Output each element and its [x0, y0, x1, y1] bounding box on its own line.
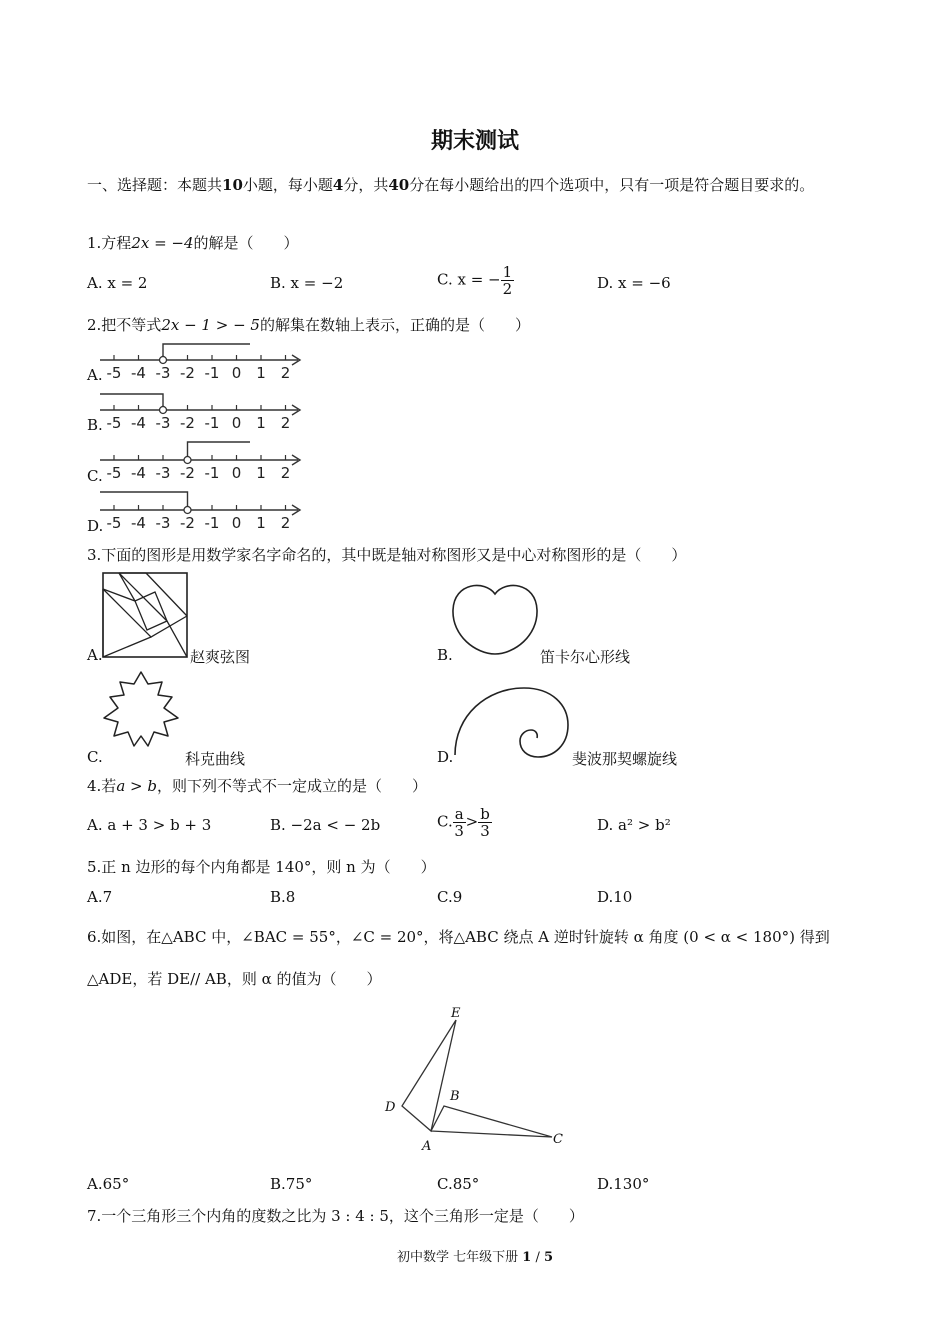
q3-caption-b: 笛卡尔心形线 [540, 648, 631, 666]
q1-option-d[interactable]: D. x = −6 [597, 274, 671, 292]
tick-label: 2 [280, 414, 291, 432]
tick-label: -1 [204, 364, 220, 382]
section-heading: 一、选择题：本题共10小题，每小题4分，共40分在每小题给出的四个选项中，只有一项是符合题目要求的。 [87, 176, 815, 194]
question-1-stem: 1.方程2x = −4的解是（ ） [87, 234, 299, 252]
question-2-stem: 2.把不等式2x − 1 > − 5的解集在数轴上表示，正确的是（ ） [87, 316, 530, 334]
q3-label-c[interactable]: C. [87, 748, 103, 766]
tick-label: 2 [280, 464, 291, 482]
q1-option-c[interactable]: C. x = − $\frac{1}{2}$ [437, 263, 513, 298]
q4-option-c[interactable]: C. $\frac{a}{3}$ > $\frac{b}{3}$ [437, 805, 490, 840]
triangle-rotation-figure [380, 1000, 570, 1160]
q3-caption-c: 科克曲线 [185, 750, 246, 768]
q6-option-b[interactable]: B.75° [270, 1175, 313, 1193]
q4-option-a[interactable]: A. a + 3 > b + 3 [87, 816, 212, 834]
zhao-shuang-diagram [102, 572, 188, 658]
q3-label-d[interactable]: D. [437, 748, 454, 766]
point-a-label: A [422, 1139, 432, 1154]
tick-label: 0 [231, 414, 242, 432]
tick-label: -1 [204, 414, 220, 432]
question-6-stem-line1: 6.如图，在△ABC 中，∠BAC = 55°，∠C = 20°，将△ABC 绕点 A 逆时针旋转 α 角度 (0 < α < 180°) 得到 [87, 928, 830, 946]
q5-option-a[interactable]: A.7 [87, 888, 113, 906]
tick-label: -5 [106, 514, 122, 532]
tick-label: -5 [106, 464, 122, 482]
q3-label-a[interactable]: A. [87, 646, 103, 664]
tick-label: -2 [180, 514, 195, 532]
q4-option-b[interactable]: B. −2a < − 2b [270, 816, 381, 834]
tick-label: 1 [256, 514, 266, 532]
q3-label-b[interactable]: B. [437, 646, 453, 664]
number-line-c [100, 440, 310, 485]
tick-label: -3 [155, 464, 171, 482]
tick-label: 1 [256, 464, 266, 482]
q2-label-c[interactable]: C. [87, 467, 103, 485]
tick-label: -4 [131, 514, 146, 532]
q5-option-d[interactable]: D.10 [597, 888, 633, 906]
page-footer: 初中数学 七年级下册 1 / 5 [396, 1250, 554, 1265]
tick-label: -2 [180, 414, 195, 432]
q2-label-b[interactable]: B. [87, 416, 103, 434]
q5-option-c[interactable]: C.9 [437, 888, 463, 906]
tick-label: 0 [231, 464, 242, 482]
point-c-label: C [553, 1132, 563, 1147]
tick-label: -1 [204, 514, 220, 532]
tick-label: -3 [155, 414, 171, 432]
tick-label: -4 [131, 414, 146, 432]
number-line-d [100, 490, 310, 535]
q6-option-d[interactable]: D.130° [597, 1175, 650, 1193]
q4-option-d[interactable]: D. a² > b² [597, 816, 671, 834]
point-e-label: E [451, 1006, 461, 1021]
q2-label-a[interactable]: A. [87, 366, 103, 384]
q1-option-b[interactable]: B. x = −2 [270, 274, 344, 292]
tick-label: -4 [131, 464, 146, 482]
question-6-stem-line2: △ADE，若 DE// AB，则 α 的值为（ ） [87, 970, 382, 988]
number-line-a [100, 340, 310, 385]
tick-label: -3 [155, 514, 171, 532]
q6-option-c[interactable]: C.85° [437, 1175, 480, 1193]
tick-label: -2 [180, 464, 195, 482]
tick-label: -5 [106, 414, 122, 432]
q1-option-a[interactable]: A. x = 2 [87, 274, 148, 292]
q2-label-d[interactable]: D. [87, 517, 104, 535]
tick-label: -2 [180, 364, 195, 382]
question-4-stem: 4.若a > b，则下列不等式不一定成立的是（ ） [87, 777, 427, 795]
tick-label: -5 [106, 364, 122, 382]
fibonacci-spiral [452, 685, 572, 770]
tick-label: -3 [155, 364, 171, 382]
tick-label: 1 [256, 364, 266, 382]
q6-option-a[interactable]: A.65° [87, 1175, 130, 1193]
tick-label: -4 [131, 364, 146, 382]
point-d-label: D [385, 1100, 396, 1115]
cardioid-curve [450, 580, 540, 660]
question-7-stem: 7.一个三角形三个内角的度数之比为 3 : 4 : 5，这个三角形一定是（ ） [87, 1207, 584, 1225]
question-5-stem: 5.正 n 边形的每个内角都是 140°，则 n 为（ ） [87, 858, 436, 876]
tick-label: 2 [280, 514, 291, 532]
point-b-label: B [450, 1089, 460, 1104]
tick-label: 0 [231, 364, 242, 382]
koch-snowflake [98, 670, 184, 756]
tick-label: 1 [256, 414, 266, 432]
q5-option-b[interactable]: B.8 [270, 888, 296, 906]
question-3-stem: 3.下面的图形是用数学家名字命名的，其中既是轴对称图形又是中心对称图形的是（ ） [87, 546, 687, 564]
page-title: 期末测试 [430, 128, 519, 154]
tick-label: 0 [231, 514, 242, 532]
q3-caption-a: 赵爽弦图 [190, 648, 251, 666]
tick-label: 2 [280, 364, 291, 382]
tick-label: -1 [204, 464, 220, 482]
number-line-b [100, 390, 310, 435]
q3-caption-d: 斐波那契螺旋线 [572, 750, 678, 768]
